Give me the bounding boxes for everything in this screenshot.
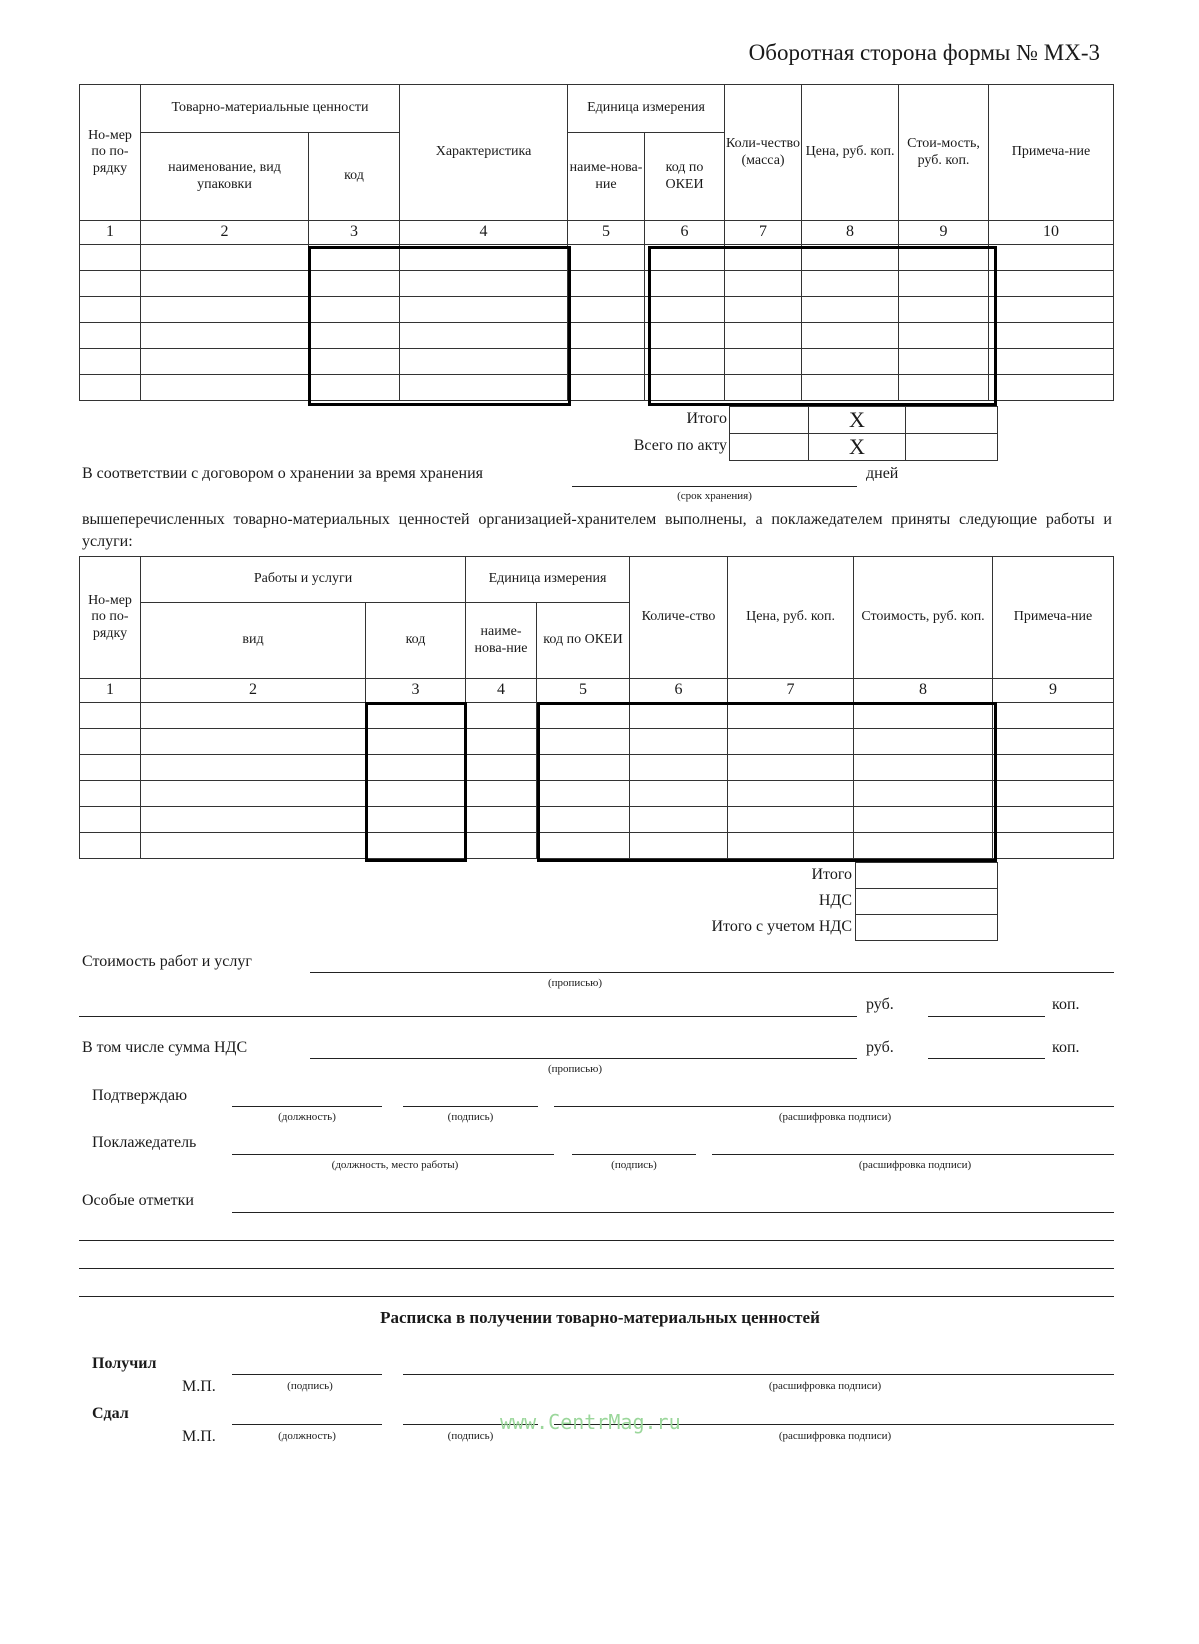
cost-in-words-caption: (прописью) <box>547 977 603 989</box>
table-row <box>80 271 1114 297</box>
kop-label: коп. <box>1052 996 1080 1013</box>
act-price-x: X <box>809 434 906 461</box>
storage-period-field[interactable] <box>572 486 857 487</box>
received-signature-field[interactable] <box>232 1374 382 1375</box>
total-cost-field[interactable] <box>906 407 998 434</box>
header-unit-name: наиме-нова-ние <box>466 603 537 679</box>
header-price: Цена, руб. коп. <box>802 85 899 221</box>
header-unit: Единица измерения <box>568 85 725 133</box>
table-row <box>80 323 1114 349</box>
services-totals-table <box>855 862 998 941</box>
confirm-signature-field[interactable] <box>403 1106 538 1107</box>
rub-label: руб. <box>866 1039 894 1056</box>
received-decode-field[interactable] <box>403 1374 1114 1375</box>
rub-label: руб. <box>866 996 894 1013</box>
services-total-field[interactable] <box>856 863 998 889</box>
depositor-signature-field[interactable] <box>572 1154 696 1155</box>
vat-in-words-caption: (прописью) <box>547 1063 603 1075</box>
col-number: 6 <box>630 679 728 703</box>
position-caption: (должность) <box>278 1111 336 1123</box>
col-number: 6 <box>645 221 725 245</box>
vat-in-words-field[interactable] <box>310 1058 857 1059</box>
header-works-code: код <box>366 603 466 679</box>
confirm-decode-field[interactable] <box>554 1106 1114 1107</box>
col-number: 9 <box>993 679 1114 703</box>
col-number: 10 <box>989 221 1114 245</box>
storage-text: В соответствии с договором о хранении за время хранения <box>82 465 484 482</box>
header-quantity: Коли-чество (масса) <box>725 85 802 221</box>
cost-in-words-field-2[interactable] <box>79 1016 857 1017</box>
col-number: 3 <box>366 679 466 703</box>
special-marks-field[interactable] <box>232 1212 1114 1213</box>
vat-label: НДС <box>818 892 852 909</box>
col-number: 4 <box>466 679 537 703</box>
header-note: Примеча-ние <box>989 85 1114 221</box>
column-numbers-row <box>80 221 1114 245</box>
storage-paragraph: вышеперечисленных товарно-материальных ценностей организацией-хранителем выполнены, а поклажедателем приняты следующие работы и услуги: <box>82 511 1112 550</box>
header-goods: Товарно-материальные ценности <box>141 85 400 133</box>
table-row <box>80 833 1114 859</box>
col-number: 1 <box>80 679 141 703</box>
table-row <box>80 729 1114 755</box>
col-number: 8 <box>802 221 899 245</box>
depositor-label: Поклажедатель <box>92 1134 197 1151</box>
table-row <box>80 245 1114 271</box>
header-works: Работы и услуги <box>141 557 466 603</box>
act-cost-field[interactable] <box>906 434 998 461</box>
cost-kop-field[interactable] <box>928 1016 1045 1017</box>
services-vat-field[interactable] <box>856 889 998 915</box>
form-title: Оборотная сторона формы № МХ-3 <box>748 40 1100 65</box>
special-marks-label: Особые отметки <box>82 1192 194 1209</box>
col-number: 3 <box>309 221 400 245</box>
total-with-vat-label: Итого с учетом НДС <box>711 918 852 935</box>
header-cost: Стоимость, руб. коп. <box>854 557 993 679</box>
depositor-decode-field[interactable] <box>712 1154 1114 1155</box>
stamp-label: М.П. <box>182 1378 216 1395</box>
totals-table <box>729 406 998 461</box>
position-caption: (должность) <box>278 1430 336 1442</box>
header-goods-name: наименование, вид упаковки <box>141 133 309 221</box>
services-table <box>79 556 1114 859</box>
header-unit-name: наиме-нова-ние <box>568 133 645 221</box>
total-label: Итого <box>811 866 852 883</box>
storage-days-label: дней <box>866 465 899 482</box>
signature-caption: (подпись) <box>287 1380 333 1392</box>
header-order-number: Но-мер по по-рядку <box>80 85 141 221</box>
kop-label: коп. <box>1052 1039 1080 1056</box>
special-marks-field-4[interactable] <box>79 1296 1114 1297</box>
decode-caption: (расшифровка подписи) <box>778 1430 892 1442</box>
col-number: 1 <box>80 221 141 245</box>
header-cost: Стои-мость, руб. коп. <box>899 85 989 221</box>
col-number: 8 <box>854 679 993 703</box>
header-price: Цена, руб. коп. <box>728 557 854 679</box>
table-row <box>80 703 1114 729</box>
special-marks-field-2[interactable] <box>79 1240 1114 1241</box>
signature-caption: (подпись) <box>611 1159 657 1171</box>
cost-in-words-field[interactable] <box>310 972 1114 973</box>
receipt-heading: Расписка в получении товарно-материальных ценностей <box>380 1308 820 1327</box>
table-row <box>80 349 1114 375</box>
col-number: 7 <box>725 221 802 245</box>
handed-position-field[interactable] <box>232 1424 382 1425</box>
col-number: 2 <box>141 221 309 245</box>
header-unit: Единица измерения <box>466 557 630 603</box>
watermark: www.CentrMag.ru <box>500 1410 681 1434</box>
col-number: 2 <box>141 679 366 703</box>
total-label: Итого <box>686 410 727 427</box>
cost-label: Стоимость работ и услуг <box>82 953 252 970</box>
col-number: 5 <box>537 679 630 703</box>
header-note: Примеча-ние <box>993 557 1114 679</box>
column-numbers-row <box>80 679 1114 703</box>
position-work-caption: (должность, место работы) <box>331 1159 459 1171</box>
header-unit-okei: код по ОКЕИ <box>537 603 630 679</box>
stamp-label: М.П. <box>182 1428 216 1445</box>
received-label: Получил <box>92 1355 157 1372</box>
confirm-position-field[interactable] <box>232 1106 382 1107</box>
decode-caption: (расшифровка подписи) <box>858 1159 972 1171</box>
decode-caption: (расшифровка подписи) <box>768 1380 882 1392</box>
table-row <box>80 781 1114 807</box>
confirm-label: Подтверждаю <box>92 1087 188 1104</box>
act-quantity-field[interactable] <box>730 434 809 461</box>
header-characteristic: Характеристика <box>400 85 568 221</box>
table-row <box>80 375 1114 401</box>
vat-amount-label: В том числе сумма НДС <box>82 1039 248 1056</box>
total-price-x: X <box>809 407 906 434</box>
col-number: 5 <box>568 221 645 245</box>
decode-caption: (расшифровка подписи) <box>778 1111 892 1123</box>
col-number: 4 <box>400 221 568 245</box>
storage-period-caption: (срок хранения) <box>677 490 752 502</box>
signature-caption: (подпись) <box>447 1111 494 1123</box>
col-number: 7 <box>728 679 854 703</box>
table-row <box>80 297 1114 323</box>
goods-table <box>79 84 1114 401</box>
depositor-position-field[interactable] <box>232 1154 554 1155</box>
table-row <box>80 755 1114 781</box>
special-marks-field-3[interactable] <box>79 1268 1114 1269</box>
total-by-act-label: Всего по акту <box>633 437 727 454</box>
header-unit-okei: код по ОКЕИ <box>645 133 725 221</box>
col-number: 9 <box>899 221 989 245</box>
vat-kop-field[interactable] <box>928 1058 1045 1059</box>
header-works-type: вид <box>141 603 366 679</box>
handed-label: Сдал <box>92 1405 129 1422</box>
signature-caption: (подпись) <box>447 1430 494 1442</box>
total-quantity-field[interactable] <box>730 407 809 434</box>
header-quantity: Количе-ство <box>630 557 728 679</box>
header-goods-code: код <box>309 133 400 221</box>
services-total-with-vat-field[interactable] <box>856 915 998 941</box>
header-order-number: Но-мер по по-рядку <box>80 557 141 679</box>
table-row <box>80 807 1114 833</box>
